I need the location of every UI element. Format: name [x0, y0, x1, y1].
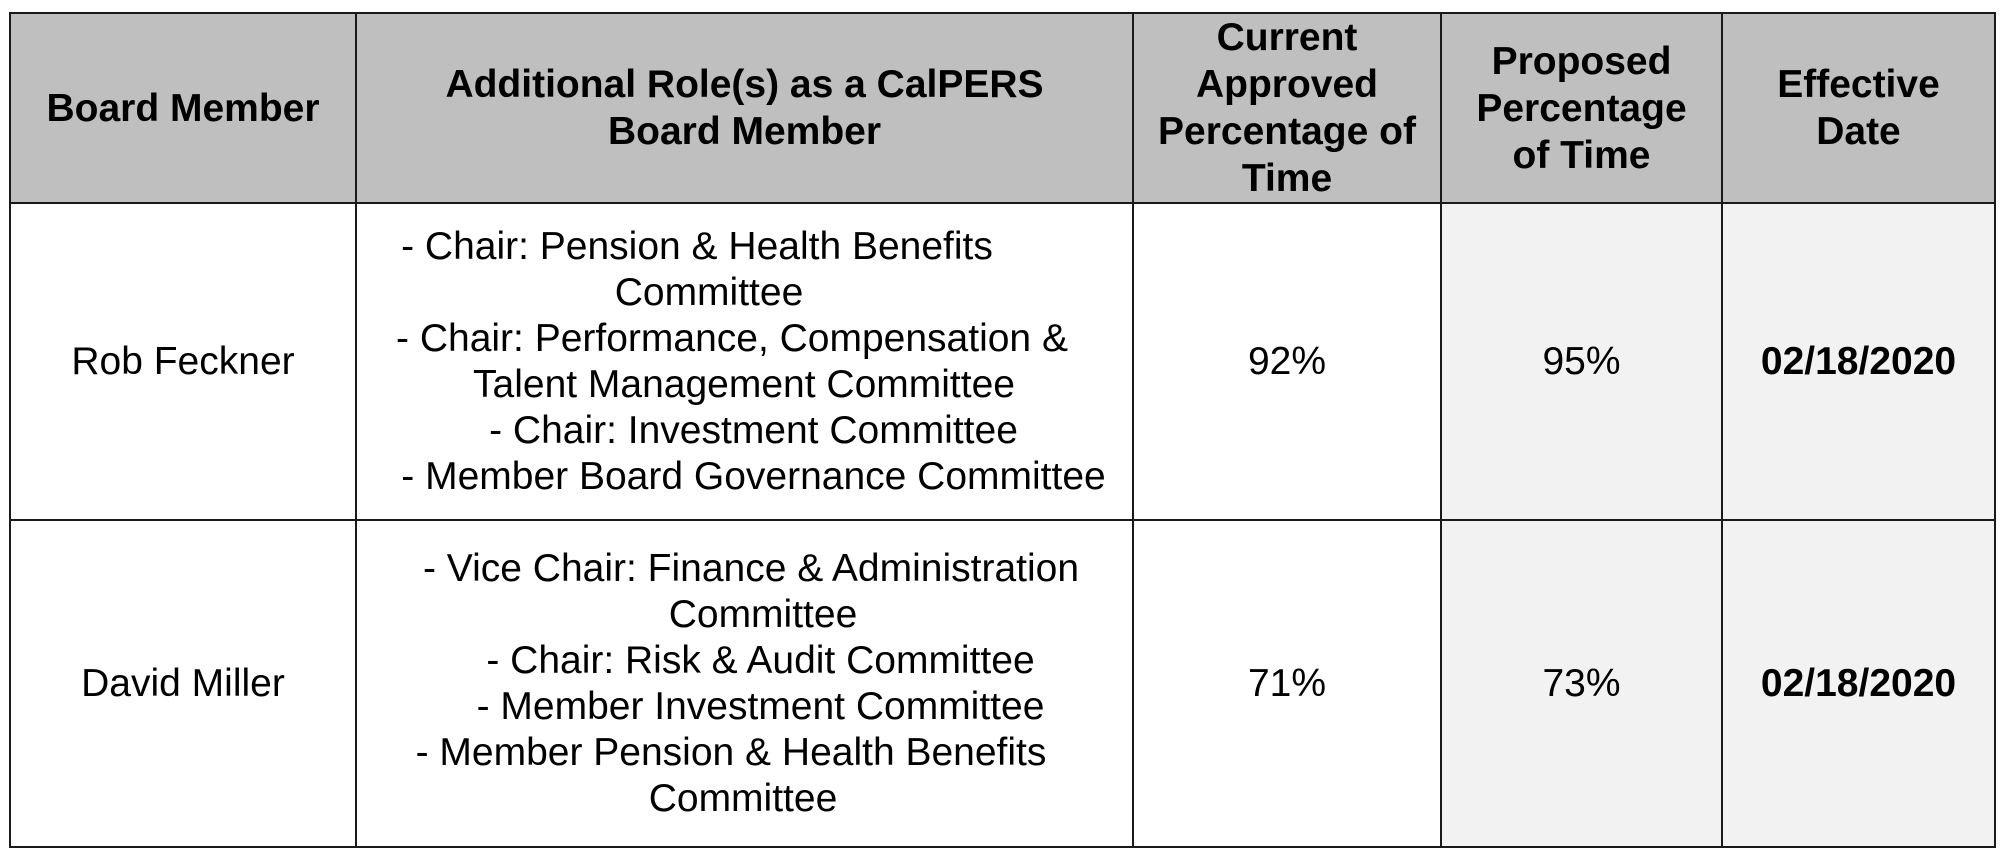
roles-cell [356, 203, 1133, 520]
effective-date: 02/18/2020 [1722, 520, 1995, 847]
board-member-time-table [9, 12, 1996, 848]
header-row [10, 13, 1995, 203]
current-percentage: 92% [1133, 203, 1441, 520]
board-member-name: David Miller [10, 520, 356, 847]
proposed-percentage: 95% [1441, 203, 1722, 520]
roles-list [357, 546, 1132, 822]
role-item: - Vice Chair: Finance & Administration Committee [422, 546, 1080, 636]
role-item: - Member Board Governance Committee [401, 454, 1106, 498]
role-item: - Chair: Performance, Compensation & Talent Management Committee [396, 316, 1068, 406]
roles-list [357, 224, 1132, 500]
header-additional-roles: Additional Role(s) as a CalPERS Board Member [356, 13, 1133, 203]
role-item: - Member Investment Committee [476, 684, 1045, 728]
roles-cell [356, 520, 1133, 847]
header-current-percentage: Current Approved Percentage of Time [1133, 13, 1441, 203]
header-effective-date: Effective Date [1722, 13, 1995, 203]
header-proposed-percentage: Proposed Percentage of Time [1441, 13, 1722, 203]
proposed-percentage: 73% [1441, 520, 1722, 847]
table-row [10, 203, 1995, 520]
role-item: - Chair: Pension & Health Benefits Committee [401, 224, 993, 314]
header-board-member: Board Member [10, 13, 356, 203]
board-member-name: Rob Feckner [10, 203, 356, 520]
role-item: - Member Pension & Health Benefits Committee [415, 730, 1047, 820]
current-percentage: 71% [1133, 520, 1441, 847]
table-row [10, 520, 1995, 847]
effective-date: 02/18/2020 [1722, 203, 1995, 520]
role-item: - Chair: Investment Committee [489, 408, 1018, 452]
role-item: - Chair: Risk & Audit Committee [486, 638, 1035, 682]
